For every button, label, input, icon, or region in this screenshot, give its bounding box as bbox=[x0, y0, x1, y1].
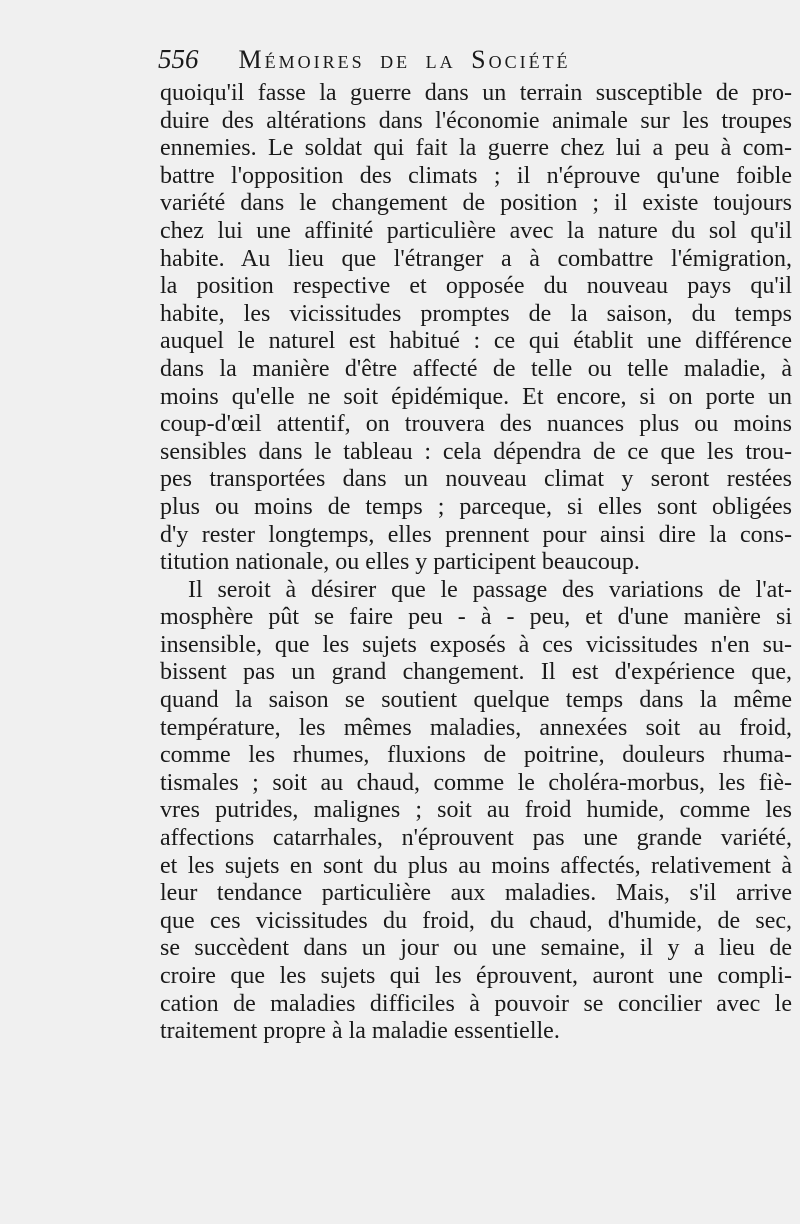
text-line: vres putrides, malignes ; soit au froid humide, comme les bbox=[160, 797, 792, 824]
text-line: habite, les vicissitudes promptes de la saison, du temps bbox=[160, 300, 792, 327]
text-line: cation de maladies difficiles à pouvoir se concilier avec le bbox=[160, 990, 792, 1017]
text-line: la position respective et opposée du nouveau pays qu'il bbox=[160, 273, 792, 300]
text-line: chez lui une affinité particulière avec la nature du sol qu'il bbox=[160, 217, 792, 244]
text-line: d'y rester longtemps, elles prennent pour ainsi dire la cons- bbox=[160, 521, 792, 548]
text-line: quand la saison se soutient quelque temps dans la même bbox=[160, 687, 792, 714]
text-line: habite. Au lieu que l'étranger a à combattre l'émigration, bbox=[160, 245, 792, 272]
page-header bbox=[158, 44, 758, 84]
text-line: se succèdent dans un jour ou une semaine, il y a lieu de bbox=[160, 935, 792, 962]
text-line: tismales ; soit au chaud, comme le choléra-morbus, les fiè- bbox=[160, 769, 792, 796]
text-line: bissent pas un grand changement. Il est d'expérience que, bbox=[160, 659, 792, 686]
running-title: Mémoires de la Société bbox=[238, 45, 571, 74]
text-line: et les sujets en sont du plus au moins affectés, relativement à bbox=[160, 852, 792, 879]
text-line: quoiqu'il fasse la guerre dans un terrain susceptible de pro- bbox=[160, 80, 792, 106]
text-line: comme les rhumes, fluxions de poitrine, douleurs rhuma- bbox=[160, 742, 792, 769]
text-line: plus ou moins de temps ; parceque, si elles sont obligées bbox=[160, 493, 792, 520]
text-line: battre l'opposition des climats ; il n'éprouve qu'une foible bbox=[160, 162, 792, 189]
text-line: sensibles dans le tableau : cela dépendra de ce que les trou- bbox=[160, 438, 792, 465]
paragraph-first-line: Il seroit à désirer que le passage des variations de l'at- bbox=[188, 576, 792, 603]
text-line: duire des altérations dans l'économie animale sur les troupes bbox=[160, 107, 792, 134]
text-line: coup-d'œil attentif, on trouvera des nuances plus ou moins bbox=[160, 411, 792, 438]
text-line: mosphère pût se faire peu - à - peu, et d'une manière si bbox=[160, 604, 792, 631]
body-text bbox=[160, 80, 792, 1046]
text-line: auquel le naturel est habitué : ce qui établit une différence bbox=[160, 328, 792, 355]
text-line: pes transportées dans un nouveau climat y seront restées bbox=[160, 466, 792, 493]
text-line: dans la manière d'être affecté de telle ou telle maladie, à bbox=[160, 355, 792, 382]
text-line: croire que les sujets qui les éprouvent, auront une compli- bbox=[160, 963, 792, 989]
text-line: que ces vicissitudes du froid, du chaud, d'humide, de sec, bbox=[160, 907, 792, 934]
text-line: insensible, que les sujets exposés à ces vicissitudes n'en su- bbox=[160, 631, 792, 658]
paragraph-end-line: titution nationale, ou elles y participent beaucoup. bbox=[160, 549, 640, 576]
text-line: température, les mêmes maladies, annexées soit au froid, bbox=[160, 714, 792, 741]
text-line: ennemies. Le soldat qui fait la guerre chez lui a peu à com- bbox=[160, 135, 792, 162]
text-line: moins qu'elle ne soit épidémique. Et encore, si on porte un bbox=[160, 383, 792, 410]
text-line: affections catarrhales, n'éprouvent pas une grande variété, bbox=[160, 825, 792, 852]
page-number: 556 bbox=[158, 44, 199, 74]
text-line: leur tendance particulière aux maladies. Mais, s'il arrive bbox=[160, 880, 792, 907]
text-line: variété dans le changement de position ; il existe toujours bbox=[160, 190, 792, 217]
paragraph-end-line: traitement propre à la maladie essentielle. bbox=[160, 1018, 560, 1045]
